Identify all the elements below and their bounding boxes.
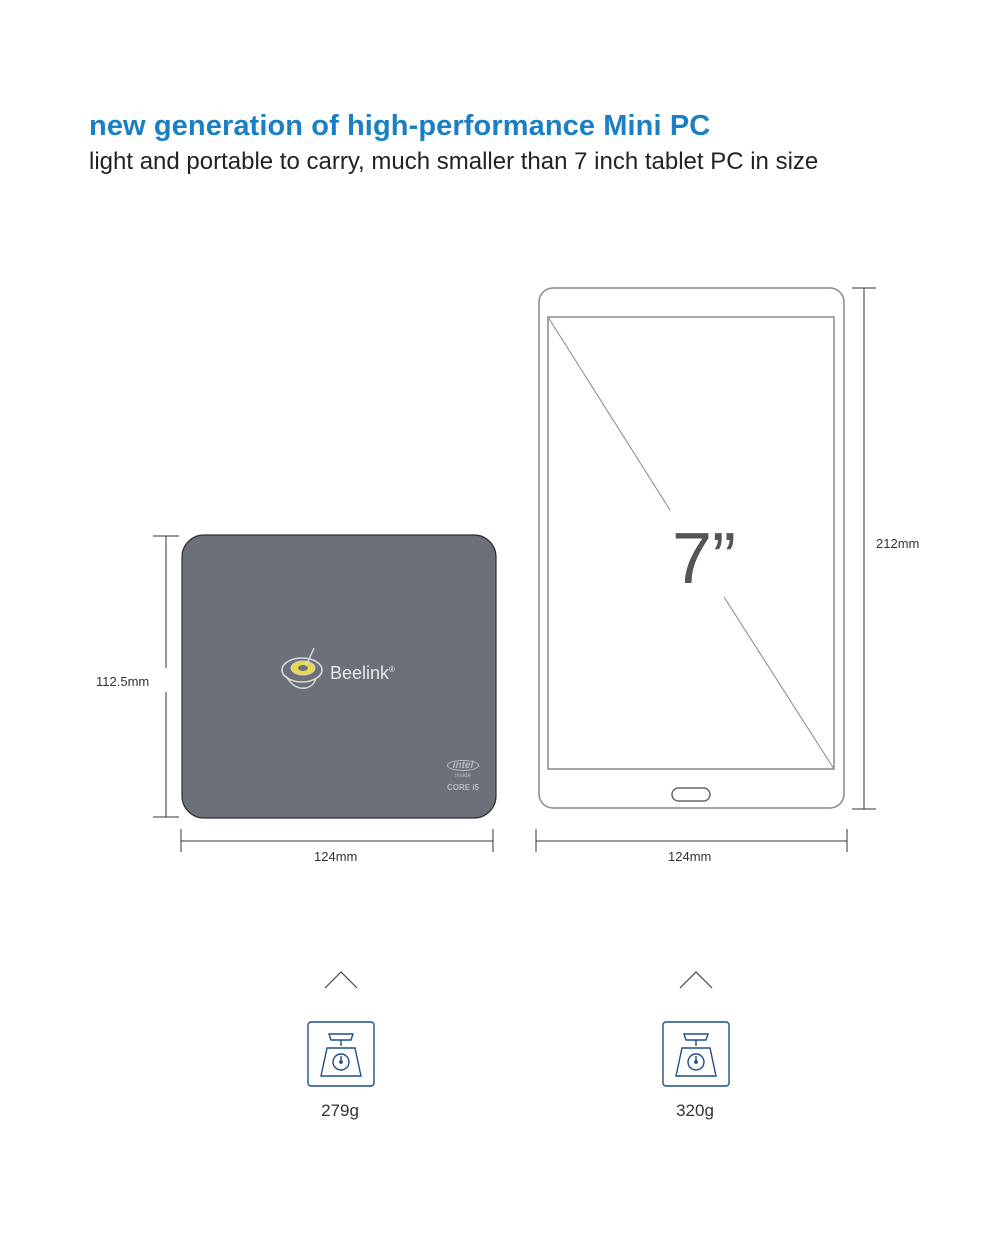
intel-inside-text: inside — [455, 773, 471, 779]
tablet-weight-label: 320g — [676, 1101, 714, 1120]
beelink-brand: Beelink® — [330, 663, 395, 683]
tablet-screen-size-label: 7” — [672, 519, 737, 599]
chevron-up-icon — [325, 972, 357, 988]
scale-icon — [663, 1022, 729, 1086]
mini-pc-height-label: 112.5mm — [96, 674, 150, 689]
mini-pc-width-label: 124mm — [314, 849, 358, 864]
intel-badge — [438, 758, 488, 806]
scale-icon — [308, 1022, 374, 1086]
mini-pc-weight-label: 279g — [321, 1101, 359, 1120]
intel-core-text: CORE i5 — [446, 783, 479, 792]
tablet-home-button — [672, 788, 710, 801]
chevron-up-icon — [680, 972, 712, 988]
page-title: new generation of high-performance Mini PC — [89, 110, 711, 142]
page-subtitle: light and portable to carry, much smaller than 7 inch tablet PC in size — [89, 148, 819, 175]
intel-logo-text: intel — [447, 760, 480, 771]
tablet-width-label: 124mm — [668, 849, 712, 864]
tablet-height-label: 212mm — [876, 536, 920, 551]
